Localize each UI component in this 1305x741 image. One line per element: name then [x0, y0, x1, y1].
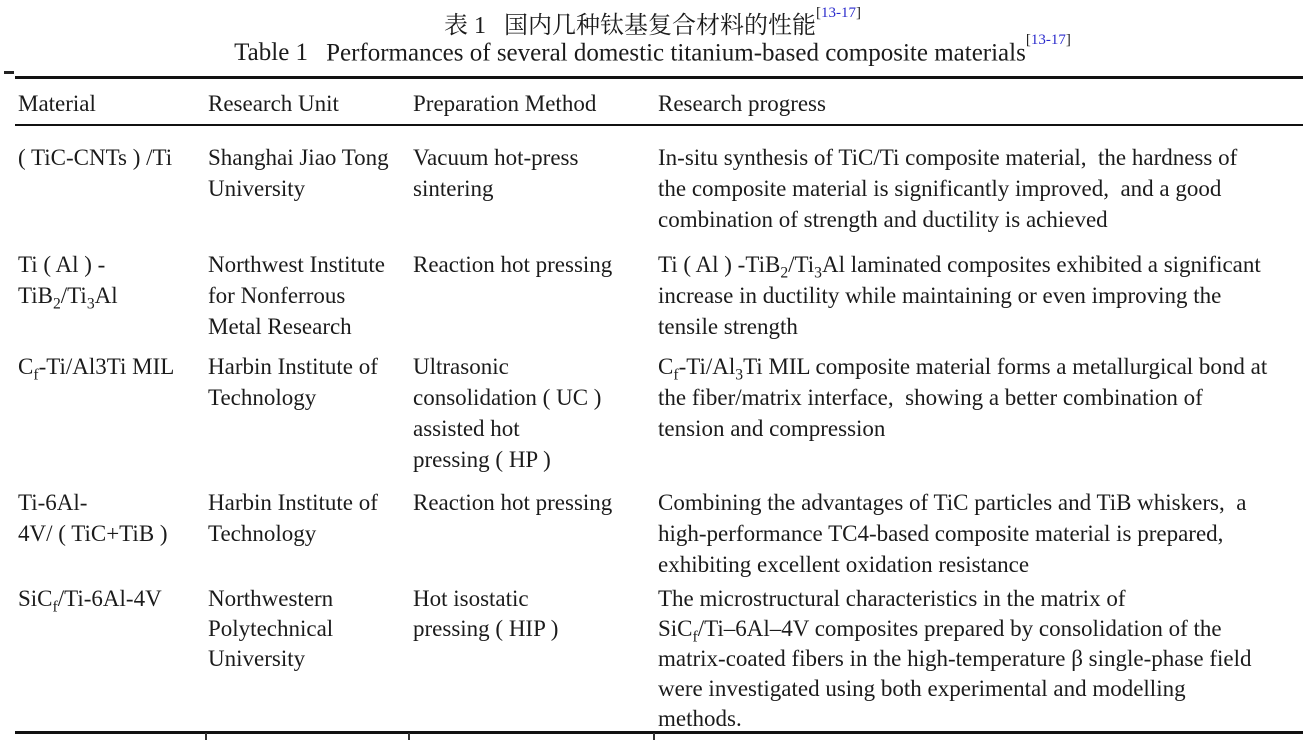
table-row: [15, 584, 1303, 734]
cell-research-unit: Northwestern Polytechnical University: [208, 586, 334, 671]
table-row: [15, 351, 1303, 475]
cell-preparation-method: Hot isostatic pressing ( HIP ): [413, 586, 559, 641]
header-research-unit: Research Unit: [208, 91, 339, 116]
cell-research-unit: Northwest Institute for Nonferrous Metal Research: [208, 252, 385, 339]
cell-research-unit: Harbin Institute of Technology: [208, 490, 378, 546]
citation-ref-chinese: [13-17]: [816, 5, 861, 22]
column-divider-tick: [653, 733, 655, 740]
table-header-rule: [15, 124, 1303, 126]
scan-artifact: [4, 71, 14, 74]
caption-chinese-label: 表 1: [444, 13, 486, 39]
citation-numbers: 13-17: [1030, 32, 1066, 49]
cell-material: Ti-6Al- 4V/ ( TiC+TiB ): [18, 490, 168, 546]
header-material: Material: [18, 91, 96, 116]
caption-chinese: [0, 5, 1305, 40]
cell-research-progress: Ti ( Al ) $-TiB_2/Ti_3Al$ laminated composites exhibited a significant increase in ductility while maintaining or even improving the tensile strength: [658, 252, 1261, 339]
column-divider-tick: [205, 733, 207, 740]
cell-research-progress: In-situ synthesis of TiC/Ti composite material, the hardness of the composite material is significantly improved, and a good combination of strength and ductility is achieved: [658, 145, 1238, 232]
header-preparation-method: Preparation Method: [413, 91, 597, 116]
citation-numbers: 13-17: [821, 5, 856, 22]
cell-material: ( TiC-CNTs ) /Ti: [18, 145, 173, 170]
column-divider-tick: [408, 733, 410, 740]
header-research-progress: Research progress: [658, 91, 826, 116]
citation-ref-english: [13-17]: [1025, 32, 1071, 49]
table-row: [15, 487, 1303, 580]
cell-preparation-method: Reaction hot pressing: [413, 490, 613, 515]
table-top-rule: [15, 76, 1303, 79]
caption-english-text: Performances of several domestic titanium-based composite materials: [326, 39, 1026, 67]
cell-research-progress: Combining the advantages of TiC particles and TiB whiskers, a high-performance TC4-based composite material is prepared, exhibiting excellent oxidation resistance: [658, 490, 1247, 577]
cell-research-progress: The microstructural characteristics in the matrix of SiC$_f$/Ti–6Al–4V composites prepared by consolidation of the matrix-coated fibers in the high-temperature β single-phase field were investigated using both experimental and modelling methods.: [658, 586, 1252, 731]
cell-material: Ti ( Al ) - $TiB_2/Ti_3Al$: [18, 252, 118, 313]
caption-english-label: Table 1: [234, 39, 309, 67]
cell-research-unit: Shanghai Jiao Tong University: [208, 145, 389, 201]
caption-chinese-text: 国内几种钛基复合材料的性能: [504, 13, 816, 39]
cell-research-unit: Harbin Institute of Technology: [208, 354, 378, 410]
cell-preparation-method: Ultrasonic consolidation ( UC ) assisted hot pressing ( HP ): [413, 354, 602, 472]
table-row: [15, 249, 1303, 342]
table-row: [15, 142, 1303, 235]
table-header-row: [15, 88, 1303, 119]
cell-research-progress: $C_f-Ti/Al_3Ti$ MIL composite material forms a metallurgical bond at the fiber/matrix interface, showing a better combination of tension and compression: [658, 354, 1268, 441]
cell-preparation-method: Reaction hot pressing: [413, 252, 613, 277]
cell-preparation-method: Vacuum hot-press sintering: [413, 145, 579, 201]
caption-english: [0, 32, 1305, 67]
cell-material: SiC$_f$/Ti-6Al-4V: [18, 586, 162, 616]
cell-material: $C_f-Ti/Al3Ti$ MIL: [18, 354, 175, 384]
